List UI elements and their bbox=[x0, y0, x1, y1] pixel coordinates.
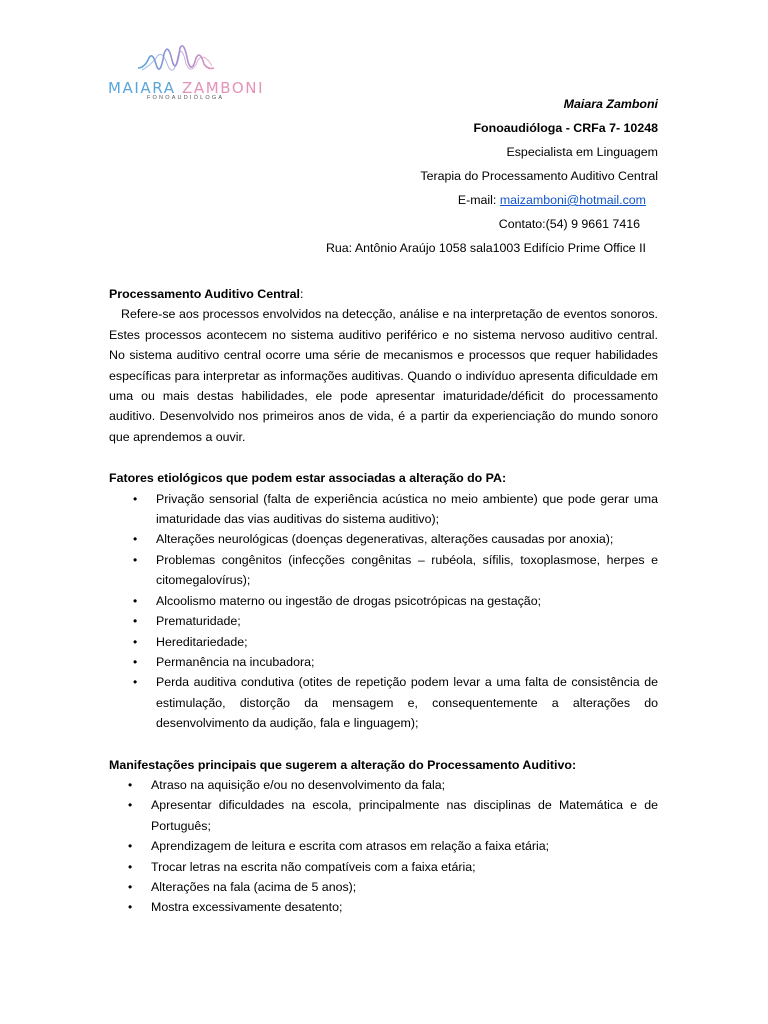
list-item-text: Mostra excessivamente desatento; bbox=[151, 900, 343, 915]
list-item bbox=[109, 672, 658, 733]
list-item-text: Atraso na aquisição e/ou no desenvolvimento da fala; bbox=[151, 777, 446, 792]
bullet-icon: • bbox=[133, 675, 138, 690]
letterhead bbox=[326, 96, 658, 264]
bullet-icon: • bbox=[128, 859, 133, 874]
author-title: Fonoaudióloga - CRFa 7- 10248 bbox=[473, 121, 658, 135]
list-item-text: Permanência na incubadora; bbox=[156, 654, 315, 669]
list-item-text: Hereditariedade; bbox=[156, 634, 248, 649]
section-3-title: Manifestações principais que sugerem a alteração do Processamento Auditivo: bbox=[109, 757, 577, 772]
list-item-text: Alterações neurológicas (doenças degenerativas, alterações causadas por anoxia); bbox=[156, 532, 614, 547]
list-item bbox=[109, 877, 658, 897]
bullet-icon: • bbox=[128, 879, 133, 894]
list-item-text: Prematuridade; bbox=[156, 614, 241, 629]
list-item bbox=[109, 775, 658, 795]
bullet-icon: • bbox=[128, 798, 133, 813]
list-item-text: Problemas congênitos (infecções congênitas – rubéola, sífilis, toxoplasmose, herpes e citomegalovírus); bbox=[156, 552, 658, 588]
manifestations-list bbox=[109, 775, 658, 918]
etiology-list bbox=[109, 489, 658, 734]
list-item bbox=[109, 529, 658, 549]
list-item bbox=[109, 489, 658, 530]
list-item bbox=[109, 652, 658, 672]
address: Rua: Antônio Araújo 1058 sala1003 Edifício Prime Office II bbox=[325, 241, 646, 255]
logo-first-name: MAIARA bbox=[108, 79, 176, 97]
document-body bbox=[109, 284, 658, 918]
bullet-icon: • bbox=[133, 491, 138, 506]
list-item bbox=[109, 550, 658, 591]
list-item-text: Perda auditiva condutiva (otites de repetição podem levar a uma falta de consistência de estimulação, distorção da mensagem e, consequentemente a alterações do desenvolvimento da audição, fala e linguagem); bbox=[156, 675, 658, 731]
section-2-title: Fatores etiológicos que podem estar associadas a alteração do PA: bbox=[109, 471, 507, 486]
list-item-text: Privação sensorial (falta de experiência acústica no meio ambiente) que pode gerar uma imaturidade das vias auditivas do sistema auditivo); bbox=[156, 491, 658, 527]
section-1-colon: : bbox=[299, 287, 304, 301]
bullet-icon: • bbox=[128, 839, 133, 854]
sound-wave-icon bbox=[136, 40, 216, 80]
bullet-icon: • bbox=[133, 614, 138, 629]
list-item-text: Alcoolismo materno ou ingestão de drogas psicotrópicas na gestação; bbox=[156, 593, 542, 608]
logo-subtitle: FONOAUDIÓLOGA bbox=[147, 95, 225, 101]
bullet-icon: • bbox=[133, 552, 138, 567]
bullet-icon: • bbox=[133, 654, 138, 669]
list-item bbox=[109, 611, 658, 631]
list-item bbox=[109, 632, 658, 652]
logo-last-name: ZAMBONI bbox=[181, 79, 265, 97]
list-item bbox=[109, 795, 658, 836]
email-label: E-mail: bbox=[457, 193, 500, 207]
list-item-text: Alterações na fala (acima de 5 anos); bbox=[151, 879, 357, 894]
list-item bbox=[109, 836, 658, 856]
email-line bbox=[326, 192, 646, 216]
contact-phone: Contato:(54) 9 9661 7416 bbox=[498, 217, 640, 231]
bullet-icon: • bbox=[133, 634, 138, 649]
section-1-paragraph: Refere-se aos processos envolvidos na detecção, análise e na interpretação de eventos sonoros. Estes processos acontecem no sistema auditivo periférico e no sistema nervoso auditivo central. No sistema auditivo central ocorre uma série de mecanismos e processos que requer habilidades específicas para interpretar as informações auditivas. Quando o indivíduo apresenta dificuldade em uma ou mais destas habilidades, ele pode apresentar imaturidade/déficit do processamento auditivo. Desenvolvido nos primeiros anos de vida, é a partir da experienciação do mundo sonoro que aprendemos a ouvir. bbox=[109, 307, 658, 444]
author-specialty: Especialista em Linguagem bbox=[506, 145, 658, 159]
logo bbox=[106, 38, 265, 104]
list-item-text: Apresentar dificuldades na escola, principalmente nas disciplinas de Matemática e de Português; bbox=[151, 798, 658, 833]
list-item bbox=[109, 857, 658, 877]
bullet-icon: • bbox=[128, 900, 133, 915]
list-item-text: Aprendizagem de leitura e escrita com atrasos em relação a faixa etária; bbox=[151, 839, 550, 854]
email-link[interactable]: maizamboni@hotmail.com bbox=[499, 193, 646, 207]
section-1-title: Processamento Auditivo Central bbox=[109, 287, 300, 301]
author-therapy: Terapia do Processamento Auditivo Central bbox=[420, 169, 658, 183]
bullet-icon: • bbox=[128, 777, 133, 792]
bullet-icon: • bbox=[133, 593, 138, 608]
list-item bbox=[109, 897, 658, 917]
list-item bbox=[109, 591, 658, 611]
author-name: Maiara Zamboni bbox=[563, 97, 658, 111]
list-item-text: Trocar letras na escrita não compatíveis com a faixa etária; bbox=[151, 859, 476, 874]
bullet-icon: • bbox=[133, 532, 138, 547]
section-1-heading bbox=[109, 284, 658, 304]
